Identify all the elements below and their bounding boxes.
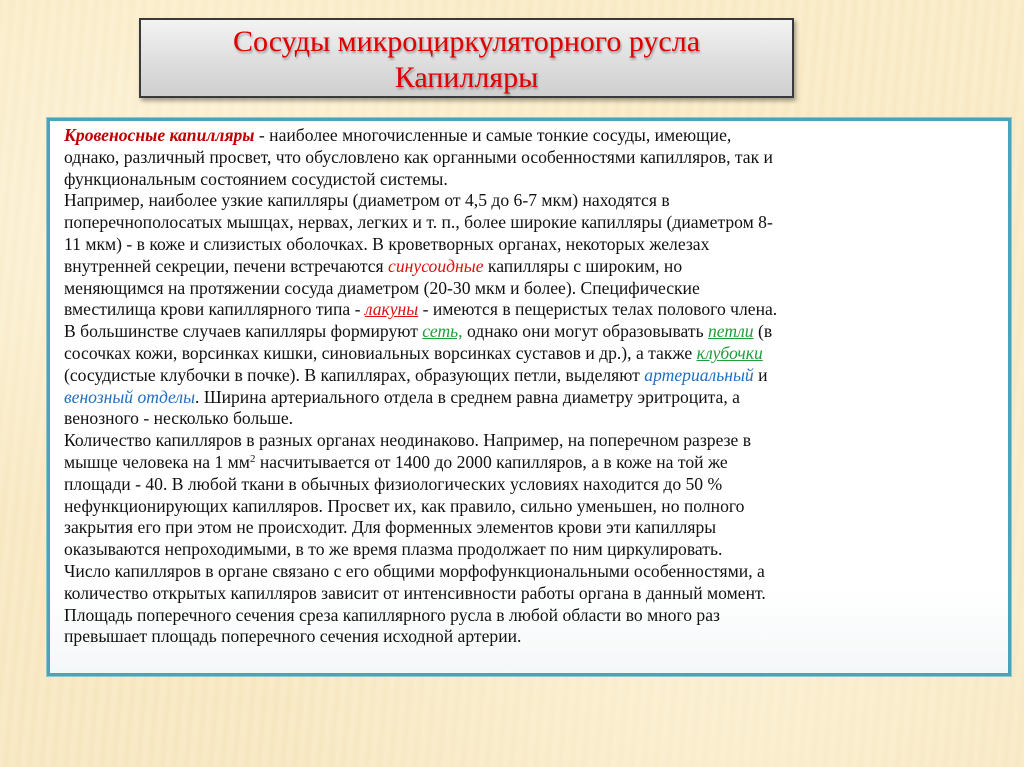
- text-fragment: В большинстве случаев капилляры формируют: [64, 321, 423, 342]
- text-line: [64, 365, 994, 387]
- text-line: меняющимся на протяжении сосуда диаметром (20-30 мкм и более). Специфические: [64, 277, 700, 298]
- text-line: закрытия его при этом не происходит. Для форменных элементов крови эти капилляры: [64, 517, 717, 538]
- text-line: оказываются непроходимыми, в то же время плазма продолжает по ним циркулировать.: [64, 539, 723, 560]
- text-line: Число капилляров в органе связано с его общими морфофункциональными особенностями, а: [64, 560, 765, 581]
- content-text-box: [47, 118, 1011, 676]
- term-sinusoidal: синусоидные: [388, 255, 484, 276]
- text-line: однако, различный просвет, что обусловлено как органными особенностями капилляров, так и: [64, 146, 773, 167]
- text-line: превышает площадь поперечного сечения исходной артерии.: [64, 626, 522, 647]
- term-venous-sections: венозный отделы: [64, 386, 196, 407]
- term-network-link[interactable]: сеть,: [422, 321, 463, 342]
- text-fragment: . Ширина артериального отдела в среднем равна диаметру эритроцита, а: [195, 386, 740, 407]
- term-blood-capillaries: Кровеносные капилляры: [64, 125, 255, 145]
- text-fragment: и: [753, 364, 768, 385]
- slide-subtitle: Капилляры: [394, 61, 539, 94]
- text-fragment: внутренней секреции, печени встречаются: [64, 255, 389, 276]
- text-line: поперечнополосатых мышцах, нервах, легких и т. п., более широкие капилляры (диаметром 8-: [64, 212, 773, 233]
- text-line: площади - 40. В любой ткани в обычных физиологических условиях находится до 50 %: [64, 473, 723, 494]
- text-fragment: - имеются в пещеристых телах полового члена.: [418, 299, 778, 320]
- text-line: [64, 387, 994, 409]
- text-line: [64, 256, 994, 278]
- term-lacunae-link[interactable]: лакуны: [364, 299, 419, 320]
- text-line: нефункционирующих капилляров. Просвет их, как правило, сильно уменьшен, но полного: [64, 495, 745, 516]
- slide-title-box: [139, 18, 794, 98]
- text-line: [64, 452, 994, 474]
- text-line: Количество капилляров в разных органах неодинаково. Например, на поперечном разрезе в: [64, 430, 752, 451]
- term-glomeruli-link[interactable]: клубочки: [696, 342, 763, 363]
- text-fragment: капилляры с широким, но: [483, 255, 683, 276]
- text-line: [64, 125, 994, 147]
- slide-title: Сосуды микроциркуляторного русла: [232, 25, 701, 58]
- text-fragment: однако они могут образовывать: [462, 321, 708, 342]
- text-line: Площадь поперечного сечения среза капиллярного русла в любой области во много раз: [64, 604, 720, 625]
- text-line: [64, 299, 994, 321]
- text-line: Например, наиболее узкие капилляры (диаметром от 4,5 до 6-7 мкм) находятся в: [64, 190, 670, 211]
- text-fragment: - наиболее многочисленные и самые тонкие сосуды, имеющие,: [254, 125, 732, 145]
- superscript: 2: [249, 452, 256, 465]
- text-line: функциональным состоянием сосудистой системы.: [64, 168, 448, 189]
- text-fragment: (сосудистые клубочки в почке). В капиллярах, образующих петли, выделяют: [64, 364, 645, 385]
- term-arterial: артериальный: [644, 364, 754, 385]
- term-loops-link[interactable]: петли: [708, 321, 754, 342]
- text-line: венозного - несколько больше.: [64, 408, 294, 429]
- text-line: 11 мкм) - в коже и слизистых оболочках. В кроветворных органах, некоторых железах: [64, 233, 710, 254]
- text-line: количество открытых капилляров зависит от интенсивности работы органа в данный момент.: [64, 582, 766, 603]
- text-fragment: мышце человека на 1 мм: [64, 451, 250, 472]
- text-fragment: (в: [753, 321, 773, 342]
- text-fragment: насчитывается от 1400 до 2000 капилляров, а в коже на той же: [255, 451, 728, 472]
- text-line: [64, 343, 994, 365]
- text-fragment: вместилища крови капиллярного типа -: [64, 299, 365, 320]
- text-line: [64, 321, 994, 343]
- text-fragment: сосочках кожи, ворсинках кишки, синовиальных ворсинках суставов и др.), а также: [64, 342, 697, 363]
